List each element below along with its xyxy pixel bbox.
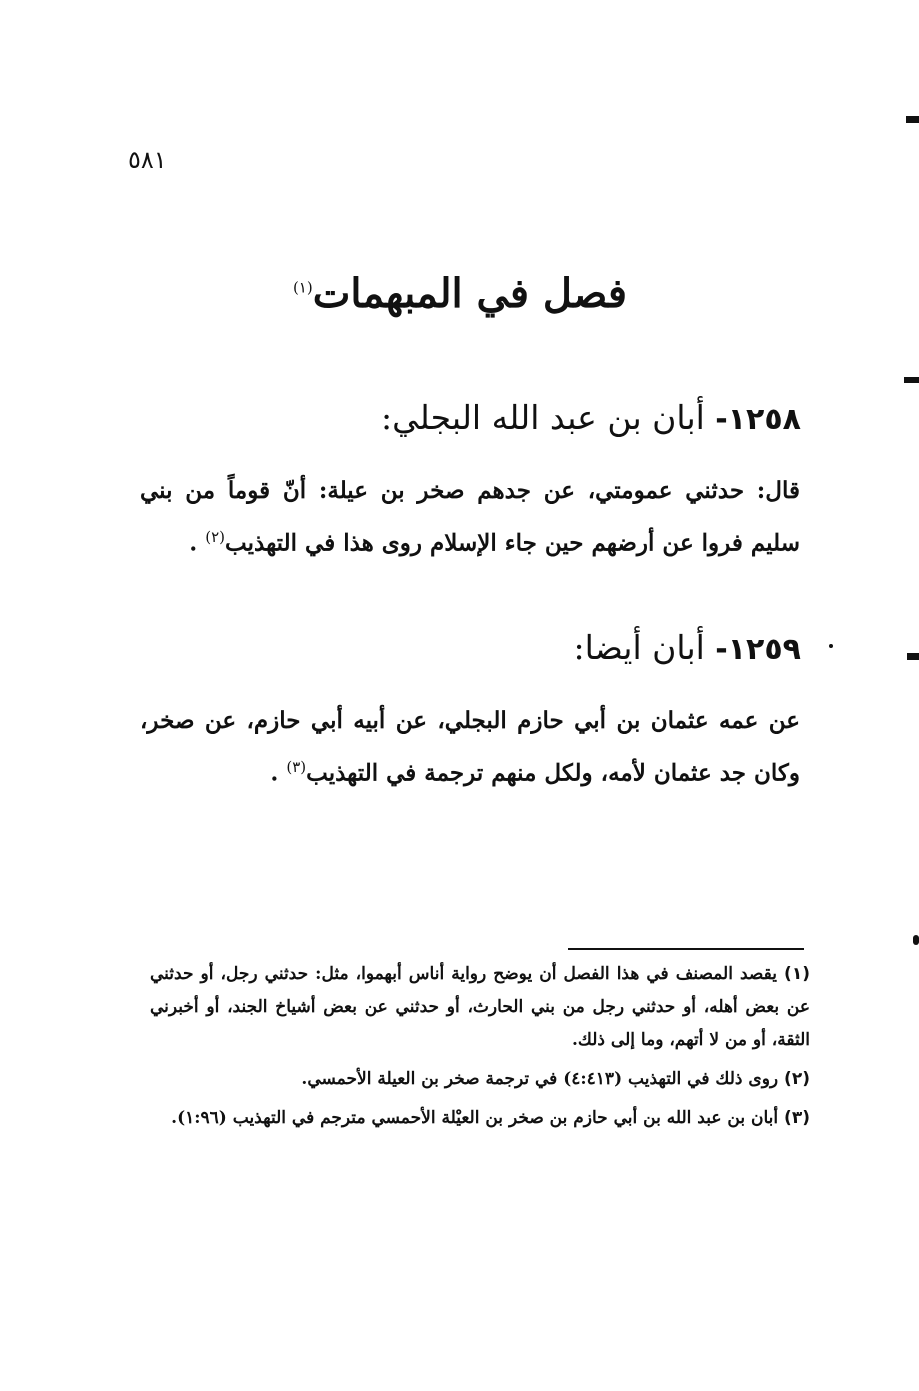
footnote-ref-3: (٣) [286, 758, 307, 776]
entry-text-end: . [270, 759, 287, 787]
scan-edge-mark [906, 116, 919, 123]
footnote-divider [568, 948, 804, 950]
footnote-text: أبان بن عبد الله بن أبي حازم بن صخر بن العيْلة الأحمسي مترجم في التهذيب (١:٩٦). [171, 1108, 779, 1128]
footnotes [150, 958, 810, 1141]
footnote-number: (٢) [784, 1069, 810, 1089]
footnote-ref-2: (٢) [205, 528, 226, 546]
footnote-text: يقصد المصنف في هذا الفصل أن يوضح رواية أناس أبهموا، مثل: حدثني رجل، أو حدثني عن بعض أهله، أو حدثني رجل من بني الحارث، أو حدثني عن بعض أشياخ الجند، أو أخبرني الثقة، أو من لا أتهم، وما إلى ذلك. [150, 964, 810, 1050]
entry-text: عن عمه عثمان بن أبي حازم البجلي، عن أبيه أبي حازم، عن صخر، وكان جد عثمان لأمه، ولكل منهم ترجمة في التهذيب [140, 707, 800, 787]
footnote-text: روى ذلك في التهذيب (٤:٤١٣) في ترجمة صخر بن العيلة الأحمسي. [301, 1069, 779, 1089]
scan-edge-mark [913, 935, 919, 945]
scan-edge-mark [904, 377, 919, 383]
footnote-number: (٣) [784, 1108, 810, 1128]
entry-body-1259 [140, 698, 800, 797]
footnote-number: (١) [784, 964, 810, 984]
entry-heading-1259 [574, 628, 801, 667]
footnote-2 [150, 1063, 810, 1096]
scan-edge-mark [907, 653, 919, 660]
section-title-text: فصل في المبهمات [312, 270, 628, 317]
entry-heading-1258 [381, 398, 801, 437]
entry-name: أبان بن عبد الله البجلي: [381, 398, 705, 437]
page-number: ٥٨١ [128, 146, 167, 174]
footnote-1 [150, 958, 810, 1057]
scan-speck [829, 644, 833, 648]
entry-text-end: . [189, 529, 206, 557]
entry-text: قال: حدثني عمومتي، عن جدهم صخر بن عيلة: أنّ قوماً من بني سليم فروا عن أرضهم حين جاء الإسلام روى هذا في التهذيب [140, 477, 801, 557]
footnote-3 [150, 1102, 810, 1135]
entry-name: أبان أيضا: [573, 628, 705, 667]
section-title-footnote-ref: (١) [292, 278, 313, 297]
entry-number: ١٢٥٨- [715, 402, 801, 437]
entry-body-1258 [140, 468, 800, 567]
section-title [250, 270, 670, 317]
entry-number: ١٢٥٩- [715, 632, 801, 667]
